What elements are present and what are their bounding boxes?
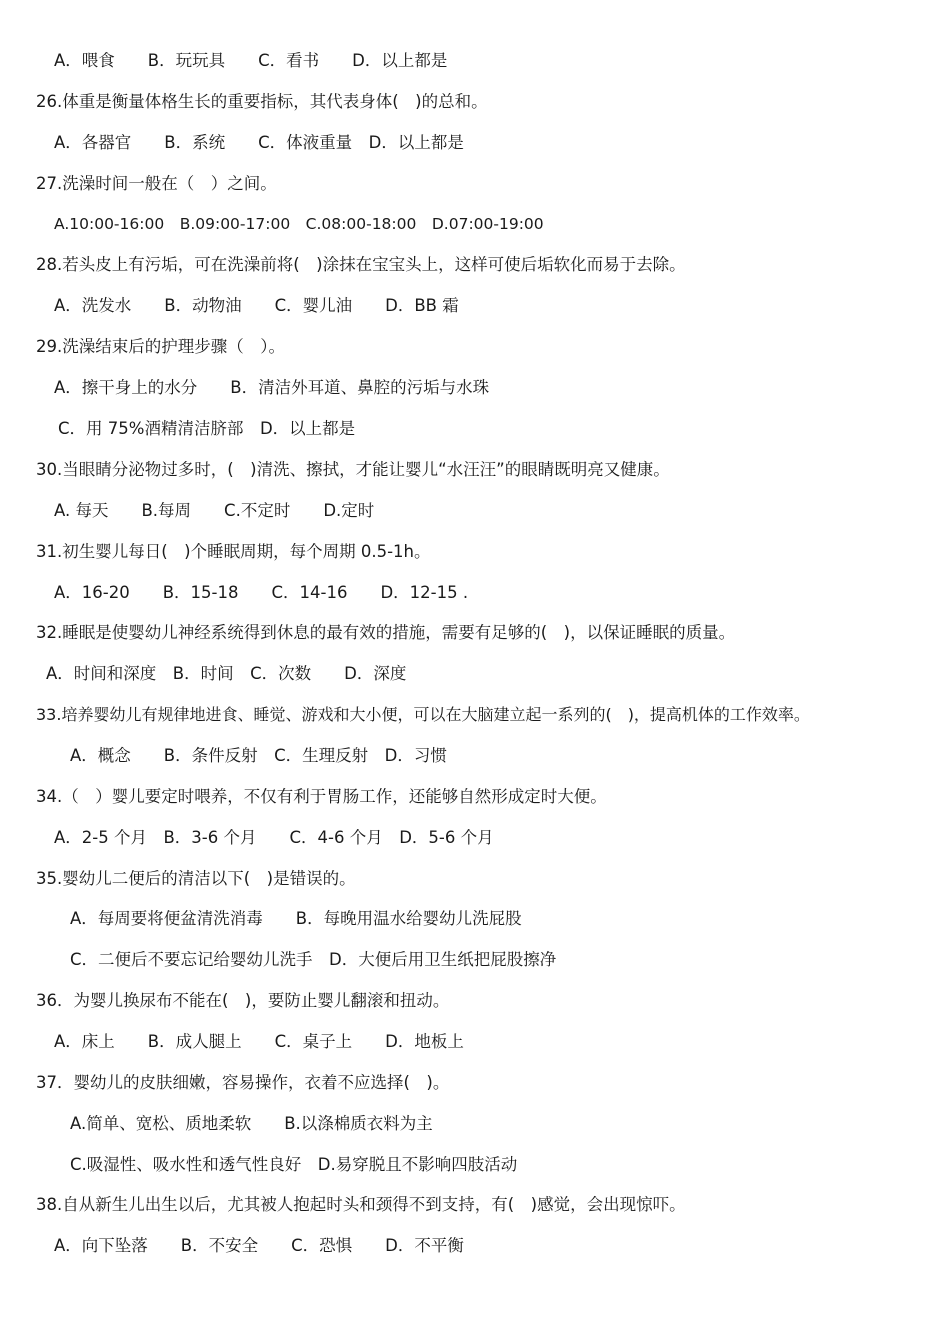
option-line: A．擦干身上的水分 B．清洁外耳道、鼻腔的污垢与水珠 [54,378,490,397]
option-line: C.吸湿性、吸水性和透气性良好 D.易穿脱且不影响四肢活动 [70,1155,518,1174]
option-line: A．床上 B．成人腿上 C．桌子上 D．地板上 [54,1032,464,1051]
option-line: A．16-20 B．15-18 C．14-16 D．12-15 . [54,583,469,602]
question-29: 29.洗澡结束后的护理步骤（ ）。 [36,337,285,356]
question-33: 33.培养婴幼儿有规律地进食、睡觉、游戏和大小便，可以在大脑建立起一系列的( )，提高机体的工作效率。 [36,705,810,724]
option-line: C．用 75%酒精清洁脐部 D．以上都是 [58,419,356,438]
option-line: A．向下坠落 B．不安全 C．恐惧 D．不平衡 [54,1236,464,1255]
question-35: 35.婴幼儿二便后的清洁以下( )是错误的。 [36,869,356,888]
question-31: 31.初生婴儿每日( )个睡眠周期，每个周期 0.5-1h。 [36,542,431,561]
question-32: 32.睡眠是使婴幼儿神经系统得到休息的最有效的措施，需要有足够的( )，以保证睡眠的质量。 [36,623,736,642]
question-28: 28.若头皮上有污垢，可在洗澡前将( )涂抹在宝宝头上，这样可使后垢软化而易于去除。 [36,255,686,274]
option-line: A. 每天 B.每周 C.不定时 D.定时 [54,501,375,520]
option-line: A．每周要将便盆清洗消毒 B．每晚用温水给婴幼儿洗屁股 [70,909,522,928]
question-36: 36．为婴儿换尿布不能在( )，要防止婴儿翻滚和扭动。 [36,991,450,1010]
option-line: A.10:00-16:00 B.09:00-17:00 C.08:00-18:00 D.07:00-19:00 [54,215,544,233]
option-line: A．洗发水 B．动物油 C．婴儿油 D．BB 霜 [54,296,459,315]
option-line: C．二便后不要忘记给婴幼儿洗手 D．大便后用卫生纸把屁股擦净 [70,950,557,969]
question-26: 26.体重是衡量体格生长的重要指标，其代表身体( )的总和。 [36,92,488,111]
option-line: A．各器官 B．系统 C．体液重量 D．以上都是 [54,133,464,152]
option-line: A．喂食 B．玩玩具 C．看书 D．以上都是 [54,51,448,70]
question-38: 38.自从新生儿出生以后，尤其被人抱起时头和颈得不到支持，有( )感觉，会出现惊吓。 [36,1195,686,1214]
question-30: 30.当眼睛分泌物过多时，( )清洗、擦拭，才能让婴儿“水汪汪”的眼睛既明亮又健康。 [36,460,670,479]
question-37: 37．婴幼儿的皮肤细嫩，容易操作，衣着不应选择( )。 [36,1073,450,1092]
question-34: 34.（ ）婴儿要定时喂养，不仅有利于胃肠工作，还能够自然形成定时大便。 [36,787,607,806]
question-27: 27.洗澡时间一般在（ ）之间。 [36,174,277,193]
option-line: A．时间和深度 B．时间 C．次数 D．深度 [46,664,407,683]
option-line: A.简单、宽松、质地柔软 B.以涤棉质衣料为主 [70,1114,433,1133]
option-line: A．2-5 个月 B．3-6 个月 C．4-6 个月 D．5-6 个月 [54,828,494,847]
option-line: A．概念 B．条件反射 C．生理反射 D．习惯 [70,746,447,765]
